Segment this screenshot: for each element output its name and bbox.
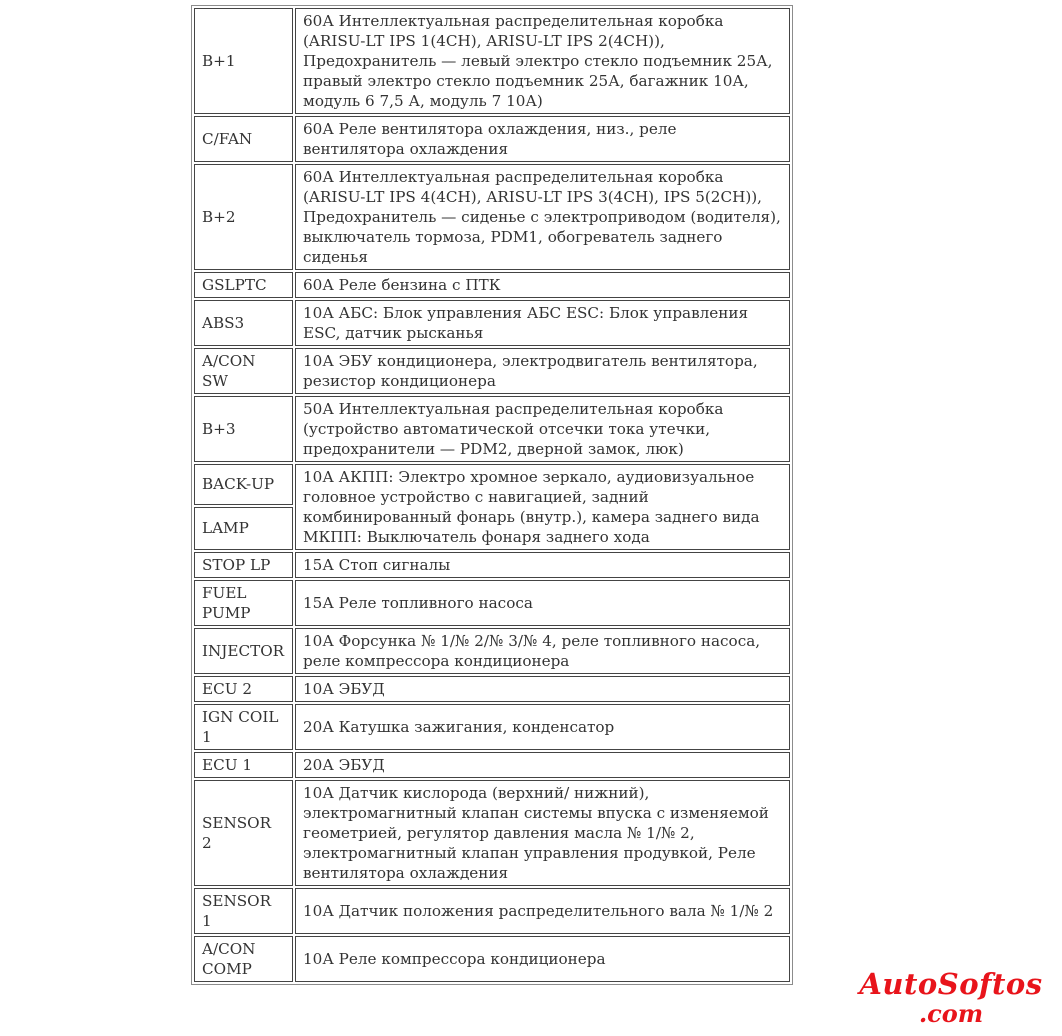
- watermark-name: AutoSoftos: [859, 967, 1043, 1001]
- fuse-code: SENSOR 2: [194, 780, 293, 886]
- fuse-code: IGN COIL 1: [194, 704, 293, 750]
- table-row: [194, 704, 790, 750]
- fuse-code: B+2: [194, 164, 293, 270]
- table-row: [194, 464, 790, 505]
- table-row: [194, 116, 790, 162]
- fuse-table: [191, 5, 793, 985]
- fuse-description: 15А Стоп сигналы: [295, 552, 790, 578]
- fuse-code: B+3: [194, 396, 293, 462]
- fuse-code: INJECTOR: [194, 628, 293, 674]
- fuse-code: BACK-UP: [194, 464, 293, 505]
- table-row: [194, 936, 790, 982]
- fuse-code: GSLPTC: [194, 272, 293, 298]
- fuse-description: 10А Форсунка № 1/№ 2/№ 3/№ 4, реле топливного насоса, реле компрессора кондиционера: [295, 628, 790, 674]
- fuse-description: 60А Интеллектуальная распределительная коробка (ARISU-LT IPS 1(4CH), ARISU-LT IPS 2(4CH)), Предохранитель — левый электро стекло подъемник 25А, правый электро стекло подъемник 25А, багажник 10А, модуль 6 7,5 А, модуль 7 10А): [295, 8, 790, 114]
- fuse-description: 10А Датчик положения распределительного вала № 1/№ 2: [295, 888, 790, 934]
- fuse-code: SENSOR 1: [194, 888, 293, 934]
- watermark-logo: [856, 967, 1046, 1028]
- fuse-description: 15А Реле топливного насоса: [295, 580, 790, 626]
- table-row: [194, 780, 790, 886]
- fuse-description: 50А Интеллектуальная распределительная коробка (устройство автоматической отсечки тока утечки, предохранители — PDM2, дверной замок, люк): [295, 396, 790, 462]
- fuse-description: 10А Датчик кислорода (верхний/ нижний), электромагнитный клапан системы впуска с изменяемой геометрией, регулятор давления масла № 1/№ 2, электромагнитный клапан управления продувкой, Реле вентилятора охлаждения: [295, 780, 790, 886]
- table-row: [194, 348, 790, 394]
- fuse-code: C/FAN: [194, 116, 293, 162]
- table-row: [194, 8, 790, 114]
- fuse-description: 10А ЭБУД: [295, 676, 790, 702]
- fuse-description: 60А Реле бензина с ПТК: [295, 272, 790, 298]
- fuse-code: ECU 1: [194, 752, 293, 778]
- table-row: [194, 628, 790, 674]
- fuse-code: A/CON COMP: [194, 936, 293, 982]
- table-row: [194, 164, 790, 270]
- watermark-domain: .com: [918, 999, 984, 1028]
- table-row: [194, 580, 790, 626]
- fuse-code: A/CON SW: [194, 348, 293, 394]
- fuse-description: 20А Катушка зажигания, конденсатор: [295, 704, 790, 750]
- fuse-description: 60А Реле вентилятора охлаждения, низ., реле вентилятора охлаждения: [295, 116, 790, 162]
- table-row: [194, 552, 790, 578]
- table-row: [194, 300, 790, 346]
- fuse-code: LAMP: [194, 507, 293, 550]
- fuse-description: 10А АБС: Блок управления АБС ESC: Блок управления ESC, датчик рысканья: [295, 300, 790, 346]
- fuse-code: FUEL PUMP: [194, 580, 293, 626]
- fuse-description: 60А Интеллектуальная распределительная коробка (ARISU-LT IPS 4(4CH), ARISU-LT IPS 3(4CH), IPS 5(2CH)), Предохранитель — сиденье с электроприводом (водителя), выключатель тормоза, PDM1, обогреватель заднего сиденья: [295, 164, 790, 270]
- fuse-code: STOP LP: [194, 552, 293, 578]
- table-row: [194, 676, 790, 702]
- table-row: [194, 888, 790, 934]
- table-row: [194, 272, 790, 298]
- table-row: [194, 396, 790, 462]
- table-row: [194, 752, 790, 778]
- fuse-code: ABS3: [194, 300, 293, 346]
- fuse-code: B+1: [194, 8, 293, 114]
- fuse-description: 20А ЭБУД: [295, 752, 790, 778]
- fuse-description: 10А АКПП: Электро хромное зеркало, аудиовизуальное головное устройство с навигацией, задний комбинированный фонарь (внутр.), камера заднего вида МКПП: Выключатель фонаря заднего хода: [295, 464, 790, 550]
- fuse-description: 10А Реле компрессора кондиционера: [295, 936, 790, 982]
- fuse-code: ECU 2: [194, 676, 293, 702]
- fuse-description: 10А ЭБУ кондиционера, электродвигатель вентилятора, резистор кондиционера: [295, 348, 790, 394]
